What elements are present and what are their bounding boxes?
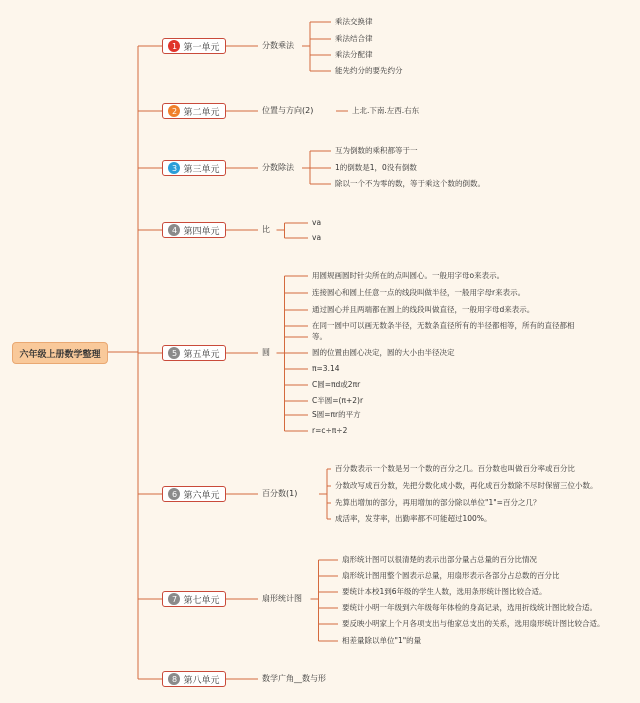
leaf-text[interactable]: 用圆规画圆时针尖所在的点叫圆心。一般用字母o来表示。 [312,271,505,280]
unit-number-badge: 1 [168,40,180,52]
leaf-text[interactable]: 除以一个不为零的数，等于乘这个数的倒数。 [335,179,485,188]
unit-label: 第八单元 [183,675,220,686]
leaf-text[interactable]: C半圆=(π+2)r [312,396,364,405]
unit-label: 第七单元 [183,595,220,606]
topic-label[interactable]: 分数除法 [262,163,294,172]
leaf-text[interactable]: 分数改写成百分数，先把分数化成小数，再化成百分数除不尽时保留三位小数。 [335,481,598,490]
leaf-text[interactable]: 要统计本校1到6年级的学生人数，选用条形统计图比较合适。 [342,587,547,596]
unit-node[interactable] [162,38,226,54]
leaf-text[interactable]: 扇形统计图可以很清楚的表示出部分量占总量的百分比情况 [342,555,537,564]
leaf-text[interactable]: 先算出增加的部分，再用增加的部分除以单位"1"=百分之几？ [335,498,541,507]
leaf-text[interactable]: 乘法结合律 [335,34,373,43]
unit-node[interactable] [162,591,226,607]
unit-label: 第二单元 [183,107,220,118]
leaf-text[interactable]: 要反映小明家上个月各项支出与他家总支出的关系，选用扇形统计图比较合适。 [342,619,605,628]
leaf-text[interactable]: 百分数表示一个数是另一个数的百分之几。百分数也叫做百分率或百分比 [335,464,575,473]
leaf-text[interactable]: va [312,218,322,227]
leaf-text[interactable]: r=c÷π÷2 [312,426,348,435]
leaf-text[interactable]: 相差量除以单位"1"的量 [342,636,422,645]
topic-label[interactable]: 比 [262,225,270,234]
unit-label: 第五单元 [183,349,220,360]
unit-number-badge: 4 [168,224,180,236]
root-label: 六年级上册数学整理 [19,349,101,360]
topic-label[interactable]: 扇形统计图 [262,594,302,603]
unit-number-badge: 6 [168,488,180,500]
unit-number-badge: 5 [168,347,180,359]
leaf-text[interactable]: 扇形统计图用整个圆表示总量，用扇形表示各部分占总数的百分比 [342,571,560,580]
leaf-text[interactable]: 成活率，发芽率，出勤率都不可能超过100%。 [335,514,492,523]
leaf-text[interactable]: 乘法交换律 [335,17,373,26]
leaf-text[interactable]: 通过圆心并且两端都在圆上的线段叫做直径，一般用字母d来表示。 [312,305,535,314]
topic-label[interactable]: 百分数(1) [262,489,298,498]
unit-label: 第四单元 [183,226,220,237]
leaf-text[interactable]: 乘法分配律 [335,50,373,59]
unit-number-badge: 3 [168,162,180,174]
topic-label[interactable]: 位置与方向(2) [262,106,314,115]
unit-node[interactable] [162,222,226,238]
unit-number-badge: 7 [168,593,180,605]
leaf-text[interactable]: 互为倒数的乘积都等于一 [335,146,418,155]
leaf-text[interactable]: 能先约分的要先约分 [335,66,403,75]
unit-node[interactable] [162,671,226,687]
leaf-text[interactable]: 连接圆心和圆上任意一点的线段叫做半径，一般用字母r来表示。 [312,288,526,297]
leaf-text[interactable]: 1的倒数是1，0没有倒数 [335,163,417,172]
topic-label[interactable]: 分数乘法 [262,41,294,50]
topic-label[interactable]: 数学广角__数与形 [262,674,326,683]
unit-node[interactable] [162,345,226,361]
unit-node[interactable] [162,160,226,176]
leaf-text[interactable]: S圆=πr的平方 [312,410,361,419]
unit-node[interactable] [162,486,226,502]
leaf-text[interactable]: 在同一圆中可以画无数条半径，无数条直径所有的半径都相等，所有的直径都相 [312,321,575,330]
unit-node[interactable] [162,103,226,119]
unit-label: 第一单元 [183,42,220,53]
root-node[interactable] [12,342,108,364]
unit-number-badge: 2 [168,105,180,117]
unit-label: 第三单元 [183,164,220,175]
leaf-text[interactable]: 等。 [312,332,327,341]
topic-label[interactable]: 圆 [262,348,270,357]
leaf-text[interactable]: 要统计小明一年级到六年级每年体检的身高记录，选用折线统计图比较合适。 [342,603,597,612]
leaf-text[interactable]: 上北.下南.左西.右东 [352,106,420,115]
leaf-text[interactable]: π=3.14 [312,364,340,373]
leaf-text[interactable]: 圆的位置由圆心决定，圆的大小由半径决定 [312,348,455,357]
leaf-text[interactable]: va [312,233,322,242]
unit-label: 第六单元 [183,490,220,501]
leaf-text[interactable]: C圆=πd或2πr [312,380,361,389]
unit-number-badge: 8 [168,673,180,685]
